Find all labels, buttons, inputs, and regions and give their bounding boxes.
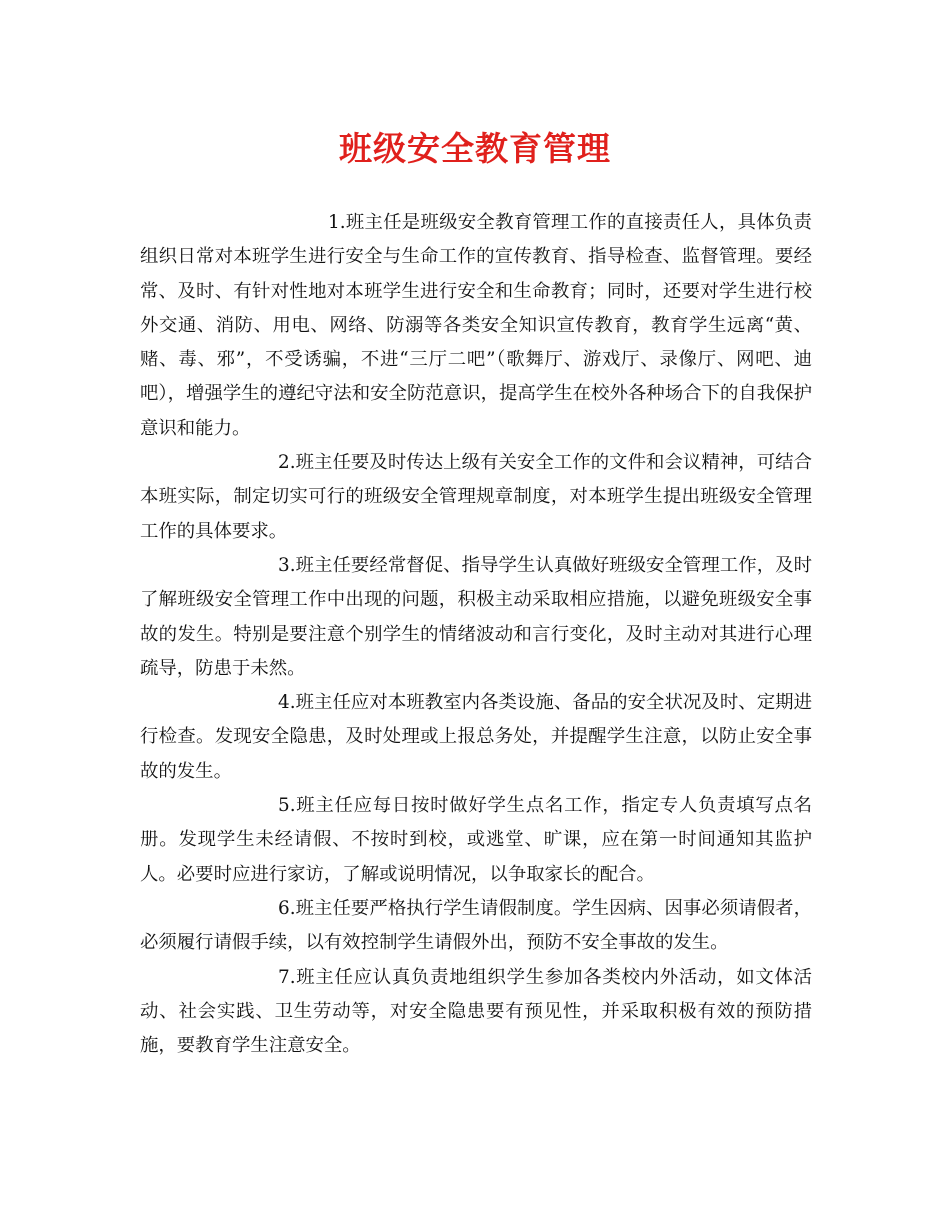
paragraph-3: 3.班主任要经常督促、指导学生认真做好班级安全管理工作，及时了解班级安全管理工作中出现的问题，积极主动采取相应措施，以避免班级安全事故的发生。特别是要注意个别学生的情绪波动和言行变化，及时主动对其进行心理疏导，防患于未然。	[140, 554, 812, 679]
paragraph-7: 7.班主任应认真负责地组织学生参加各类校内外活动，如文体活动、社会实践、卫生劳动等，对安全隐患要有预见性，并采取积极有效的预防措施，要教育学生注意安全。	[140, 966, 812, 1057]
paragraph-2: 2.班主任要及时传达上级有关安全工作的文件和会议精神，可结合本班实际，制定切实可行的班级安全管理规章制度，对本班学生提出班级安全管理工作的具体要求。	[140, 452, 812, 542]
paragraph-5: 5.班主任应每日按时做好学生点名工作，指定专人负责填写点名册。发现学生未经请假、不按时到校，或逃堂、旷课，应在第一时间通知其监护人。必要时应进行家访，了解或说明情况，以争取家长的配合。	[140, 795, 812, 885]
paragraph-4: 4.班主任应对本班教室内各类设施、备品的安全状况及时、定期进行检查。发现安全隐患，及时处理或上报总务处，并提醒学生注意，以防止安全事故的发生。	[140, 692, 812, 782]
paragraph-6: 6.班主任要严格执行学生请假制度。学生因病、因事必须请假者，必须履行请假手续，以有效控制学生请假外出，预防不安全事故的发生。	[140, 897, 812, 954]
document-body	[140, 206, 812, 1063]
paragraph-1: 1.班主任是班级安全教育管理工作的直接责任人，具体负责组织日常对本班学生进行安全与生命工作的宣传教育、指导检查、监督管理。要经常、及时、有针对性地对本班学生进行安全和生命教育；同时，还要对学生进行校外交通、消防、用电、网络、防溺等各类安全知识宣传教育，教育学生远离“黄、赌、毒、邪”，不受诱骗，不进“三厅二吧”（歌舞厅、游戏厅、录像厅、网吧、迪吧），增强学生的遵纪守法和安全防范意识，提高学生在校外各种场合下的自我保护意识和能力。	[140, 212, 812, 439]
document-title: 班级安全教育管理	[339, 129, 611, 168]
